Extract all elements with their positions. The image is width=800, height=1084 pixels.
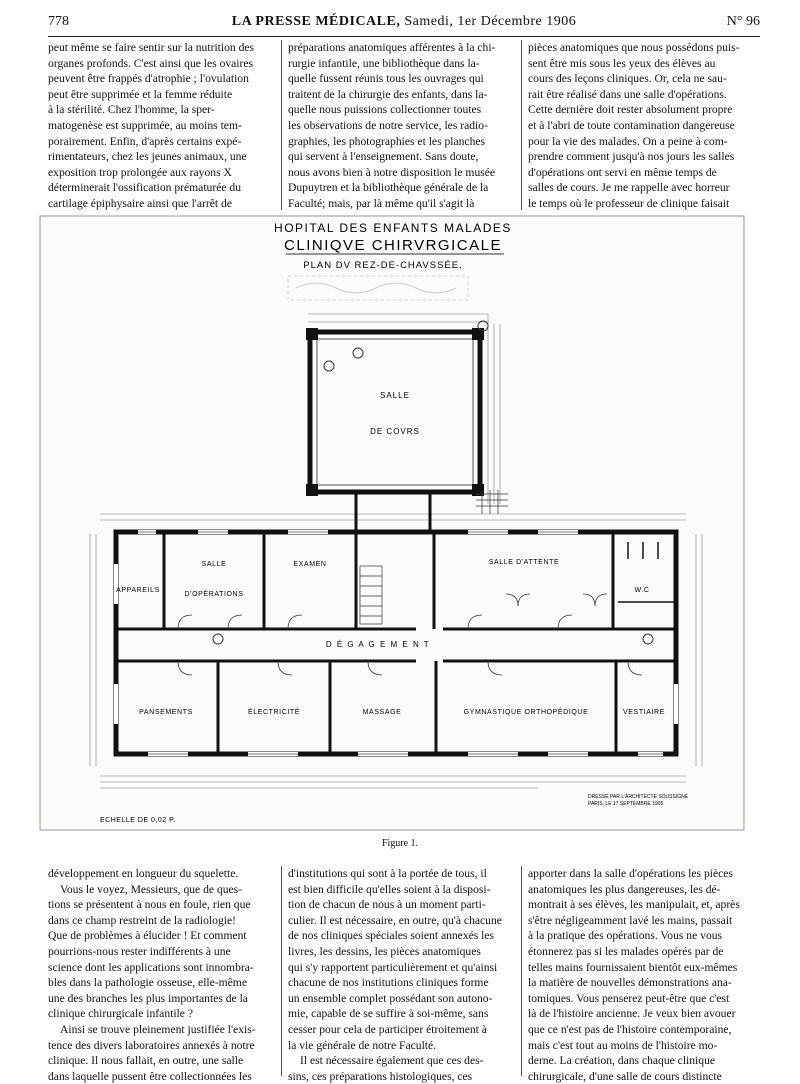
top-column-2 — [288, 40, 514, 212]
text-line: rait être réalisé dans une salle d'opérations. — [528, 87, 727, 101]
room-salle-de-cours-2: DE COVRS — [370, 427, 420, 436]
scale-note: ECHELLE DE 0,02 P. — [100, 817, 176, 824]
text-line: pièces anatomiques que nous possédons puis- — [528, 41, 740, 54]
text-line: Cette dernière doit rester absolument propre — [528, 103, 733, 117]
text-line: clinique chirurgicale infantile ? — [48, 1007, 193, 1021]
text-line: que ce n'est pas de l'histoire contemporaine, — [528, 1022, 732, 1036]
text-line: mais c'est tout au moins de l'histoire mo- — [528, 1038, 718, 1052]
text-line: quelle nous puissions collectionner toutes — [288, 103, 482, 117]
text-line: chirurgicale, d'une salle de cours distincte — [528, 1069, 722, 1083]
issue-number: N° 96 — [726, 14, 760, 29]
text-line: une des branches les plus importantes de la — [48, 991, 248, 1005]
text-line: sent être mis sous les yeux des élèves au — [528, 56, 716, 70]
text-line: rimentateurs, chez les jeunes animaux, une — [48, 150, 247, 164]
text-line: un ensemble complet possédant son autono- — [288, 991, 493, 1005]
text-line: la matière de nouvelles démonstrations ana- — [528, 976, 732, 990]
text-line: développement en longueur du squelette. — [48, 867, 239, 880]
journal-name: LA PRESSE MÉDICALE, — [231, 14, 401, 29]
column-rule — [521, 40, 522, 210]
text-line: peut être supprimée et la femme réduite — [48, 87, 233, 101]
text-line: sins, ces préparations histologiques, ces — [288, 1069, 473, 1083]
floor-plan-figure — [38, 214, 746, 832]
architect-signature-1: DRESSÉ PAR L'ARCHITECTE SOUSSIGNÉ — [588, 794, 689, 800]
text-line: cartilage épiphysaire ainsi que l'arrêt de — [48, 196, 232, 210]
text-line: Faculté; mais, par là même qu'il s'agit là — [288, 196, 475, 210]
text-line: apporter dans la salle d'opérations les pièces — [528, 867, 733, 880]
text-line: pourrions-nous rester indifférents à une — [48, 944, 231, 958]
top-column-1 — [48, 40, 274, 212]
page-number: 778 — [48, 14, 69, 29]
bottom-column-3 — [528, 866, 760, 1084]
text-line: tence des divers laboratoires annexés à notre — [48, 1038, 255, 1052]
plan-title-3: PLAN DV REZ-DE-CHAVSSÉE. — [303, 260, 463, 271]
text-line: Vous le voyez, Messieurs, que de ques- — [60, 882, 243, 896]
text-line: de nos cliniques spéciales soient annexés les — [288, 929, 495, 943]
text-line: science dont les applications sont innombra- — [48, 960, 254, 974]
text-line: d'institutions qui sont à la portée de tous, il — [288, 867, 487, 880]
text-line: la vie générale de notre Faculté. — [288, 1038, 437, 1052]
text-line: est bien difficile qu'elles soient à la disposi- — [288, 882, 491, 896]
text-line: rurgie infantile, une bibliothèque dans la- — [288, 56, 480, 70]
room-electricite: ÉLECTRICITÉ — [247, 709, 301, 716]
text-line: prendre comment jusqu'à nos jours les salles — [528, 150, 735, 164]
text-line: salles de cours. Je me rappelle avec horreur — [528, 181, 730, 195]
text-line: qui servent à l'enseignement. Sans doute, — [288, 150, 479, 164]
text-line: nous avons bien à notre disposition le musée — [288, 165, 496, 179]
text-line: telles mains fournissaient bientôt eux-mêmes — [528, 960, 738, 974]
text-line: qui s'y rapportent particulièrement et qu'ainsi — [288, 960, 498, 974]
text-line: graphies, les photographies et les planches — [288, 134, 486, 148]
text-line: tion de chacun de nous à un moment parti- — [288, 898, 486, 912]
text-line: dans laquelle pussent être collectionnées les — [48, 1069, 252, 1083]
text-line: Il est nécessaire également que ces des- — [300, 1054, 484, 1068]
top-column-3 — [528, 40, 760, 212]
text-line: Dupuytren et la bibliothèque générale de la — [288, 181, 489, 195]
text-line: tions se présentent à nous en foule, rien que — [48, 898, 251, 912]
room-salle-de-cours-1: SALLE — [380, 391, 410, 400]
bottom-column-1 — [48, 866, 274, 1084]
room-vestiaire: VESTIAIRE — [623, 709, 665, 716]
text-line: quelle fussent réunis tous les ouvrages qui — [288, 72, 484, 86]
text-line: d'opérations ont servi en même temps de — [528, 165, 717, 179]
text-line: organes profonds. C'est ainsi que les ovaires — [48, 56, 254, 70]
text-line: peuvent être frappés d'atrophie ; l'ovulation — [48, 72, 249, 86]
text-line: peut même se faire sentir sur la nutrition des — [48, 41, 255, 54]
text-line: porairement. Enfin, d'après certains expé- — [48, 134, 242, 148]
text-line: chacune de nos institutions cliniques forme — [288, 976, 489, 990]
room-salle-operations-1: SALLE — [201, 561, 227, 568]
text-line: montrait à ses élèves, les manipulait, et, après — [528, 898, 740, 912]
text-line: mie, capable de se suffire à soi-même, sans — [288, 1007, 489, 1021]
text-line: à la stérilité. Chez l'homme, la sper- — [48, 103, 215, 117]
text-line: Que de problèmes à élucider ! Et comment — [48, 929, 247, 943]
plan-title-1: HOPITAL DES ENFANTS MALADES — [274, 221, 512, 235]
room-salle-attente: SALLE D'ATTENTE — [488, 559, 560, 566]
text-line: matogenèse est supprimée, au moins tem- — [48, 118, 242, 132]
text-line: exposition trop prolongée aux rayons X — [48, 165, 232, 179]
text-line: traitent de la chirurgie des enfants, dans la- — [288, 87, 488, 101]
architect-signature-2: PARIS, LE 17 SEPTEMBRE 1905 — [588, 801, 664, 807]
text-line: déterminerait l'ossification prématurée du — [48, 181, 241, 195]
column-rule — [281, 866, 282, 1076]
room-massage: MASSAGE — [362, 709, 402, 716]
plan-title-2: CLINIQVE CHIRVRGICALE — [284, 237, 502, 254]
text-line: Ainsi se trouve pleinement justifiée l'exis- — [60, 1022, 256, 1036]
issue-date: Samedi, 1er Décembre 1906 — [404, 14, 577, 29]
text-line: à la pratique des opérations. Vous ne vous — [528, 929, 723, 943]
text-line: et à l'abri de toute contamination dangereuse — [528, 118, 735, 132]
text-line: là de l'histoire ancienne. Je veux bien avouer — [528, 1007, 736, 1021]
page-header — [48, 14, 760, 34]
text-line: les observations de notre service, les radio- — [288, 118, 488, 132]
text-line: anatomiques les plus dangereuses, les dé- — [528, 882, 721, 896]
text-line: cours des leçons cliniques. Or, cela ne sau- — [528, 72, 727, 86]
column-rule — [521, 866, 522, 1076]
text-line: livres, les dessins, les pièces anatomiques — [288, 944, 481, 958]
text-line: cesser pour cela de participer étroitement à — [288, 1022, 487, 1036]
room-salle-operations-2: D'OPÉRATIONS — [184, 591, 244, 598]
text-line: s'être négligeamment lavé les mains, passait — [528, 913, 733, 927]
room-pansements: PANSEMENTS — [139, 709, 193, 716]
figure-border — [40, 216, 744, 830]
bottom-column-2 — [288, 866, 514, 1084]
text-line: culier. Il est nécessaire, en outre, qu'à chacune — [288, 913, 502, 927]
text-line: pour la vie des malades. On a peine à com- — [528, 134, 728, 148]
room-gymnastique: GYMNASTIQUE ORTHOPÉDIQUE — [463, 709, 589, 716]
room-degagement: D É G A G E M E N T — [325, 640, 431, 649]
running-title — [48, 14, 760, 30]
text-line: dans ce champ restreint de la radiologie! — [48, 913, 236, 927]
room-appareils: APPAREILS — [116, 587, 160, 594]
text-line: tomiques. Vous penserez peut-être que c'est — [528, 991, 730, 1005]
text-line: bles dans la pathologie osseuse, elle-même — [48, 976, 247, 990]
text-line: le temps où le professeur de clinique faisait — [528, 196, 730, 210]
text-line: étonnerez pas si les malades opérés par de — [528, 944, 724, 958]
text-line: clinique. Il nous fallait, en outre, une salle — [48, 1054, 244, 1068]
room-examen: EXAMEN — [293, 561, 327, 568]
figure-caption: Figure 1. — [381, 838, 419, 849]
header-rule — [48, 36, 760, 37]
column-rule — [281, 40, 282, 210]
text-line: derne. La création, dans chaque clinique — [528, 1054, 716, 1068]
text-line: préparations anatomiques afférentes à la chi- — [288, 41, 496, 54]
room-wc: W.C — [634, 587, 650, 594]
